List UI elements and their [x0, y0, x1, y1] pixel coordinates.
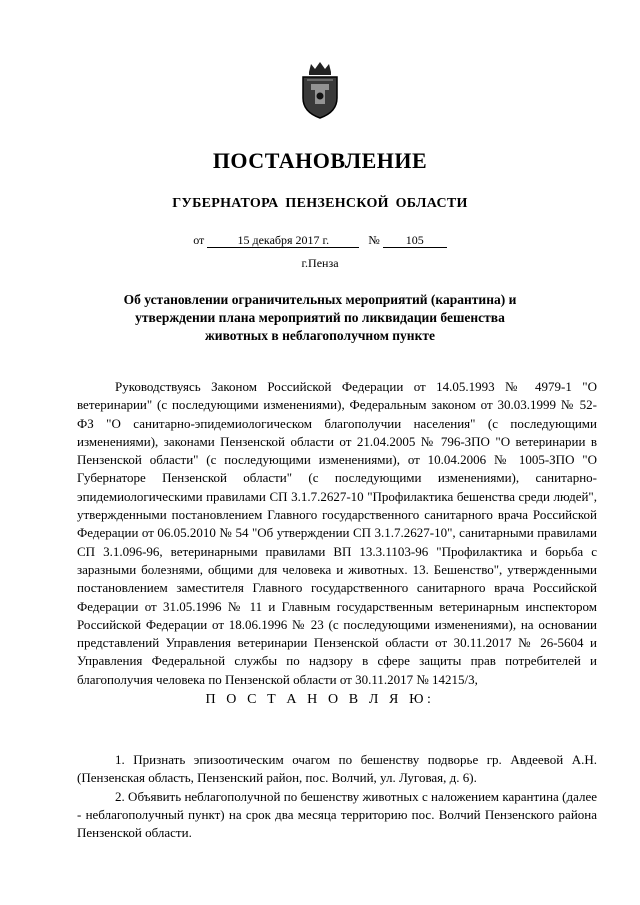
- number-prefix: №: [368, 233, 380, 247]
- city-label: г.Пенза: [301, 256, 339, 270]
- decree-item-1: 1. Признать эпизоотическим очагом по бешенству подворье гр. Авдеевой А.Н. (Пензенская область, Пензенский район, пос. Волчий, ул. Луговая, д. 6).: [77, 752, 597, 786]
- date-value: 15 декабря 2017 г.: [207, 233, 359, 248]
- issuer-title: ГУБЕРНАТОРА ПЕНЗЕНСКОЙ ОБЛАСТИ: [172, 196, 468, 211]
- date-prefix: от: [193, 233, 205, 247]
- date-number-line: [0, 233, 640, 248]
- decree-heading: П О С Т А Н О В Л Я Ю:: [205, 692, 435, 707]
- decree-items: [77, 751, 597, 842]
- preamble-block: [77, 378, 597, 689]
- decree-item-2: 2. Объявить неблагополучной по бешенству животных с наложением карантина (далее - неблагополучный пункт) на срок два месяца территорию пос. Волчий Пензенского района Пензенской области.: [77, 788, 597, 841]
- document-title: Об установлении ограничительных мероприятий (карантина) и утверждении плана мероприятий по ликвидации бешенства животных в неблагополучном пункте: [123, 292, 517, 343]
- preamble-paragraph: Руководствуясь Законом Российской Федерации от 14.05.1993 № 4979-1 "О ветеринарии" (с последующими изменениями), Федеральным законом от 30.03.1999 № 52-ФЗ "О санитарно-эпидемиологическом благополучии населения" (с последующими изменениями), законами Пензенской области от 21.04.2005 № 796-ЗПО "О ветеринарии в Пензенской области" (с последующими изменениями), от 10.04.2006 № 1005-ЗПО "О Губернаторе Пензенской области" (с последующими изменениями), санитарно-эпидемиологическими правилами СП 3.1.7.2627-10 "Профилактика бешенства среди людей", утвержденными постановлением Главного государственного санитарного врача Российской Федерации от 06.05.2010 № 54 "Об утверждении СП 3.1.7.2627-10", санитарными правилами СП 3.1.096-96, ветеринарными правилами ВП 13.3.1103-96 "Профилактика и борьба с заразными болезнями, общими для человека и животных. 13. Бешенство", утвержденными постановлением заместителя Главного государственного санитарного врача Российской Федерации от 31.05.1996 № 11 и Главным государственным ветеринарным инспектором Российской Федерации от 18.06.1996 № 23 (с последующими изменениями), на основании представлений Управления ветеринарии Пензенской области от 30.11.2017 № 26-5604 и Управления Федеральной службы по надзору в сфере защиты прав потребителей и благополучия человека по Пензенской области от 30.11.2017 № 14215/3,: [77, 379, 597, 687]
- page-title: ПОСТАНОВЛЕНИЕ: [212, 148, 428, 173]
- coat-of-arms-icon: [297, 60, 343, 120]
- number-value: 105: [383, 233, 447, 248]
